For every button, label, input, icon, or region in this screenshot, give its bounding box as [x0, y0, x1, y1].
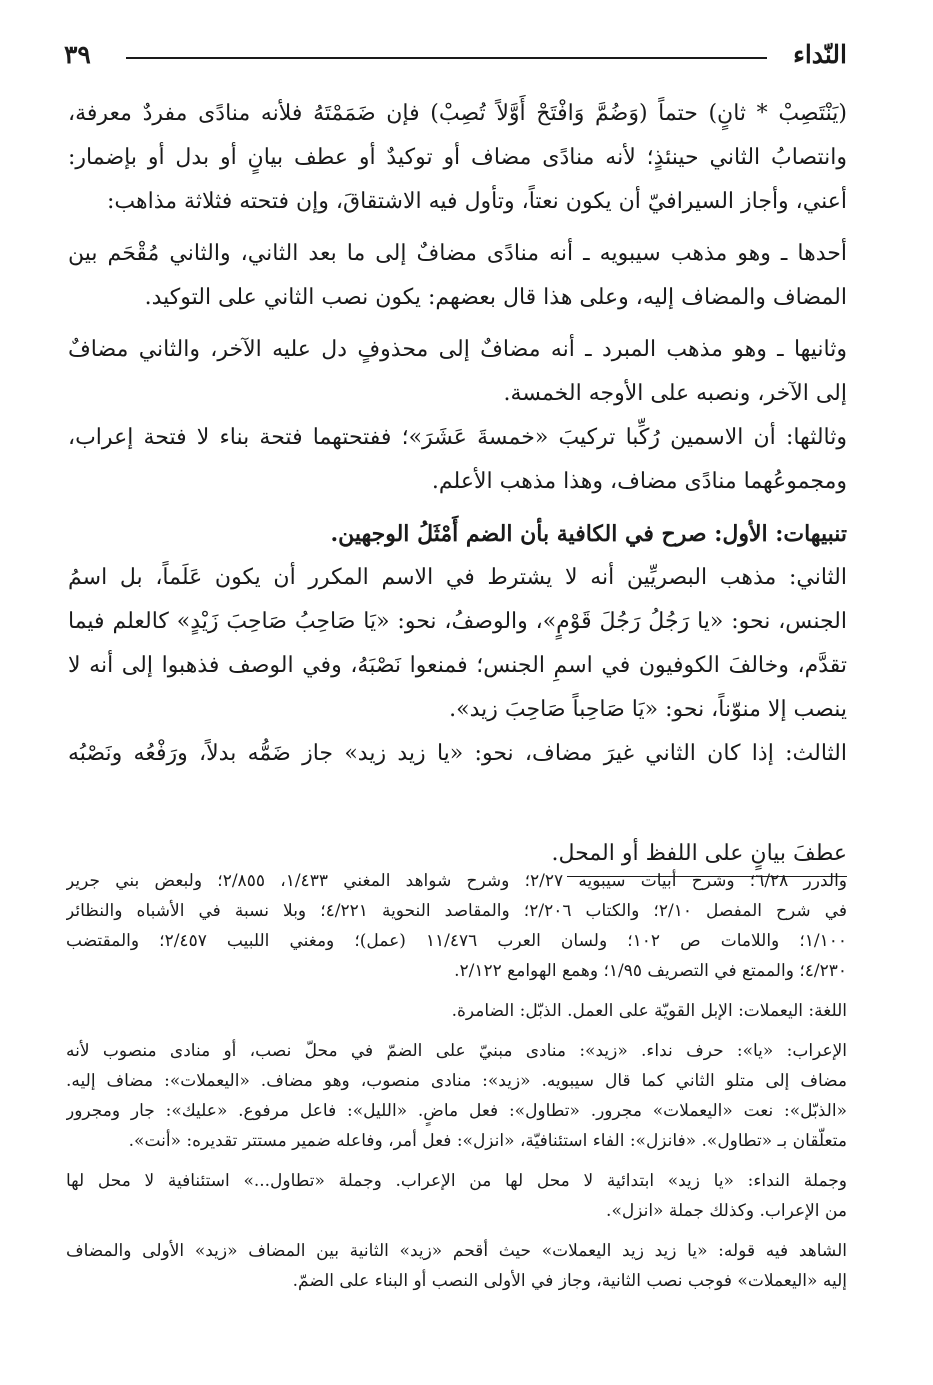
footnote-line: اللغة: اليعملات: الإبل القويّة على العمل. الذبّل: الضامرة.	[451, 1001, 847, 1021]
text-line: ينصب إلا منوّناً، نحو: «يَا صَاحِباً صَاحِبَ زيد».	[449, 697, 847, 722]
chapter-title: النّداء	[793, 40, 847, 69]
footnote-line: وجملة النداء: «يا زيد» ابتدائية لا محل لها من الإعراب. وجملة «تطاول...» استئنافية لا محل لها	[66, 1171, 847, 1191]
text-line: أعني، وأجاز السيرافيّ أن يكون نعتاً، وتأول فيه الاشتقاقَ، وإن فتحته فثلاثة مذاهب:	[106, 189, 847, 214]
text-line: عطفَ بيانٍ على اللفظ أو المحل.	[551, 841, 847, 866]
footnote-line: من الإعراب. وكذلك جملة «انزل».	[606, 1201, 847, 1221]
main-text	[68, 92, 847, 776]
text-line: الثالث: إذا كان الثاني غيرَ مضاف، نحو: «يا زيد زيد» جاز ضَمُّه بدلاً، ورَفْعُه ونَصْبُه	[68, 741, 847, 766]
footnote-line: في شرح المفصل ٢/١٠؛ والكتاب ٢/٢٠٦؛ والمقاصد النحوية ٤/٢٢١؛ وبلا نسبة في الأشباه والنظائر	[66, 901, 847, 921]
text-line: الثاني: مذهب البصريِّين أنه لا يشترط في الاسم المكرر أن يكون عَلَماً، بل اسمُ	[68, 565, 847, 590]
footnote-line: مضاف إلى متلو الثاني كما قال سيبويه. «زيد»: منادى منصوب، وهو مضاف. «اليعملات»: مضاف إليه.	[66, 1071, 847, 1091]
footnotes	[66, 866, 847, 1296]
text-line: المضاف والمضاف إليه، وعلى هذا قال بعضهم: يكون نصب الثاني على التوكيد.	[144, 285, 847, 310]
text-line: وثانيها ـ وهو مذهب المبرد ـ أنه مضافٌ إلى محذوفٍ دل عليه الآخر، والثاني مضافٌ	[68, 337, 847, 362]
text-line: أحدها ـ وهو مذهب سيبويه ـ أنه منادًى مضافٌ إلى ما بعد الثاني، والثاني مُقْحَم بين	[68, 241, 847, 266]
text-line: تقدَّم، وخالفَ الكوفيون في اسمِ الجنس؛ فمنعوا نَصْبَهُ، وفي الوصف فذهبوا إلى أنه لا	[68, 653, 847, 678]
text-line: الجنس، نحو: «يا رَجُلُ رَجُلَ قَوْمٍ»، والوصفُ، نحو: «يَا صَاحِبُ صَاحِبَ زَيْدٍ» كالعلم فيما	[68, 609, 847, 634]
page-number: ٣٩	[64, 40, 91, 69]
header-rule	[126, 57, 767, 59]
footnote-line: ٤/٢٣٠؛ والممتع في التصريف ١/٩٥؛ وهمع الهوامع ٢/١٢٢.	[454, 961, 847, 981]
text-line: وانتصابُ الثاني حينئذٍ؛ لأنه منادًى مضاف أو توكيدٌ أو عطف بيانٍ أو بدل أو بإضمار:	[68, 145, 847, 170]
text-line: (يَنْتَصِبْ * ثانٍ) حتماً (وَضُمَّ وَافْتَحْ أَوَّلاً تُصِبْ) فإن ضَمَمْتَهُ فلأنه منادًى مفردٌ معرفة،	[68, 101, 847, 126]
page-header	[64, 40, 847, 74]
text-line: إلى الآخر، ونصبه على الأوجه الخمسة.	[503, 381, 847, 406]
text-line: وثالثها: أن الاسمين رُكِّبا تركيبَ «خمسةَ عَشَرَ»؛ ففتحتهما فتحة بناء لا فتحة إعراب،	[68, 425, 847, 450]
footnote-line: متعلّقان بـ «تطاول». «فانزل»: الفاء استئنافيّة، «انزل»: فعل أمر، وفاعله ضمير مستتر تقديره: «أنت».	[128, 1131, 847, 1151]
footnote-line: «الذبّل»: نعت «اليعملات» مجرور. «تطاول»: فعل ماضٍ. «الليل»: فاعل مرفوع. «عليك»: جار ومجرور	[66, 1101, 847, 1121]
footnote-line: إليه «اليعملات» فوجب نصب الثانية، وجاز في الأولى النصب أو البناء على الضمّ.	[292, 1271, 847, 1291]
footnote-line: الشاهد فيه قوله: «يا زيد زيد اليعملات» حيث أقحم «زيد» الثانية بين المضاف «زيد» الأولى والمضاف	[66, 1241, 847, 1261]
footnote-line: والدرر ٦/٢٨؛ وشرح أبيات سيبويه ٢/٢٧؛ وشرح شواهد المغني ١/٤٣٣، ٢/٨٥٥؛ ولبعض بني جرير	[66, 871, 847, 891]
tanbihat-heading-line: تنبيهات: الأول: صرح في الكافية بأن الضم أَمْثَلُ الوجهين.	[330, 521, 847, 547]
footnote-line: ١/١٠٠؛ واللامات ص ١٠٢؛ ولسان العرب ١١/٤٧٦ (عمل)؛ ومغني اللبيب ٢/٤٥٧؛ والمقتضب	[66, 931, 847, 951]
text-line: ومجموعُهما منادًى مضاف، وهذا مذهب الأعلم.	[431, 469, 847, 494]
footnote-line: الإعراب: «يا»: حرف نداء. «زيد»: منادى مبنيّ على الضمّ في محلّ نصب، أو منادى منصوب لأنه	[66, 1041, 847, 1061]
